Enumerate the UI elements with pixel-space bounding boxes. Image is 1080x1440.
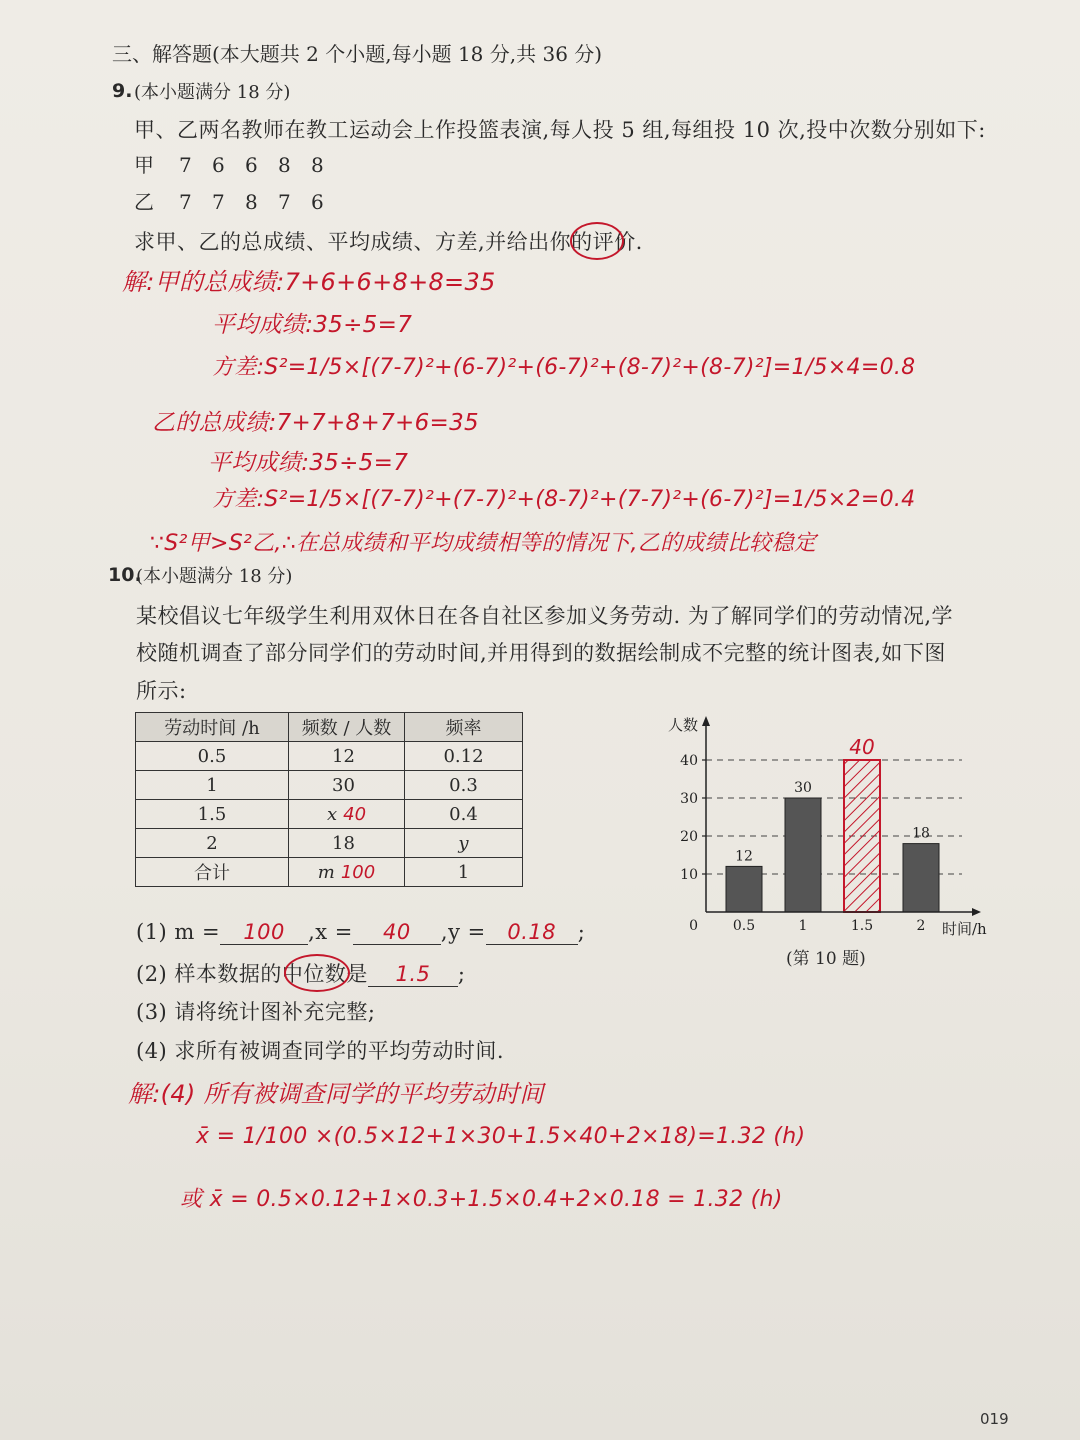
table-row bbox=[136, 829, 523, 858]
x-axis-arrow bbox=[972, 908, 981, 916]
q10-sub3: (3) 请将统计图补充完整; bbox=[136, 1000, 376, 1024]
y-tick-label: 20 bbox=[680, 829, 698, 845]
bar-chart bbox=[660, 710, 1000, 945]
table-cell: 0.12 bbox=[405, 742, 523, 771]
table-header-row bbox=[136, 713, 523, 742]
table-cell: 30 bbox=[289, 771, 405, 800]
q9-question: 求甲、乙的总成绩、平均成绩、方差,并给出你的评价. bbox=[134, 230, 643, 254]
table-row bbox=[136, 858, 523, 887]
q9-number: 9. bbox=[112, 80, 133, 102]
x-tick-label: 0.5 bbox=[732, 918, 756, 934]
section-header: 三、解答题(本大题共 2 个小题,每小题 18 分,共 36 分) bbox=[112, 42, 603, 66]
x-axis-label: 时间/h bbox=[942, 920, 987, 938]
q10-sub2: (2) 样本数据的中位数是 1.5 ; bbox=[136, 962, 466, 986]
y-tick-label: 30 bbox=[680, 791, 698, 807]
data-label: 30 bbox=[794, 780, 812, 796]
y-tick-label: 10 bbox=[680, 867, 698, 883]
q9-row-jia: 甲 7 6 6 8 8 bbox=[134, 149, 344, 178]
table-cell: 18 bbox=[289, 829, 405, 858]
q10-stem: 某校倡议七年级学生利用双休日在各自社区参加义务劳动. 为了解同学们的劳动情况,学 bbox=[136, 604, 954, 628]
table-cell: m 100 bbox=[289, 858, 405, 887]
q9-row-yi: 乙 7 7 8 7 6 bbox=[134, 186, 344, 215]
chart-caption: (第 10 题) bbox=[786, 949, 866, 969]
q9-hand-line: 解:甲的总成绩:7+6+6+8+8=35 bbox=[122, 268, 496, 296]
q10-hand-line: 解:(4) 所有被调查同学的平均劳动时间 bbox=[128, 1080, 544, 1108]
table-header: 频率 bbox=[405, 713, 523, 742]
y-tick-label: 40 bbox=[680, 753, 698, 769]
bar bbox=[903, 844, 939, 912]
q10-stem: 校随机调查了部分同学们的劳动时间,并用得到的数据绘制成不完整的统计图表,如下图 bbox=[136, 641, 946, 665]
row-label: 甲 bbox=[134, 153, 155, 177]
origin-label: 0 bbox=[689, 918, 698, 934]
q10-score: (本小题满分 18 分) bbox=[136, 566, 293, 587]
table-cell: 0.4 bbox=[405, 800, 523, 829]
table-row bbox=[136, 742, 523, 771]
frequency-table bbox=[135, 712, 523, 887]
table-cell: 0.3 bbox=[405, 771, 523, 800]
table-cell: x 40 bbox=[289, 800, 405, 829]
table-cell: 12 bbox=[289, 742, 405, 771]
table-cell: 1 bbox=[405, 858, 523, 887]
bar bbox=[726, 866, 762, 912]
q10-sub4: (4) 求所有被调查同学的平均劳动时间. bbox=[136, 1039, 505, 1063]
bar bbox=[844, 760, 880, 912]
q10-hand-line: 或 x̄ = 0.5×0.12+1×0.3+1.5×0.4+2×0.18 = 1.32 (h) bbox=[180, 1187, 783, 1212]
q9-score: (本小题满分 18 分) bbox=[134, 82, 291, 103]
q9-hand-line: 乙的总成绩:7+7+8+7+6=35 bbox=[152, 410, 479, 436]
x-tick-label: 1 bbox=[798, 918, 808, 934]
q9-hand-line: 方差:S²=1/5×[(7-7)²+(7-7)²+(8-7)²+(7-7)²+(6-7)²]=1/5×2=0.4 bbox=[212, 487, 916, 512]
q9-hand-line: ∵S²甲>S²乙,∴在总成绩和平均成绩相等的情况下,乙的成绩比较稳定 bbox=[150, 531, 817, 556]
table-cell: 2 bbox=[136, 829, 289, 858]
table-cell: y bbox=[405, 829, 523, 858]
q10-stem: 所示: bbox=[136, 679, 187, 703]
q9-stem: 甲、乙两名教师在教工运动会上作投篮表演,每人投 5 组,每组投 10 次,投中次数分别如下: bbox=[134, 118, 986, 142]
q10-number: 10. bbox=[108, 564, 142, 586]
y-axis-label: 人数 bbox=[667, 716, 698, 734]
circle-mark bbox=[570, 222, 624, 260]
table-cell: 0.5 bbox=[136, 742, 289, 771]
page-number: 019 bbox=[980, 1410, 1009, 1428]
table-row bbox=[136, 800, 523, 829]
table-row bbox=[136, 771, 523, 800]
table-cell: 合计 bbox=[136, 858, 289, 887]
q9-hand-line: 平均成绩:35÷5=7 bbox=[212, 312, 413, 338]
data-label: 12 bbox=[735, 848, 753, 865]
y-axis-arrow bbox=[702, 716, 710, 726]
table-header: 劳动时间 /h bbox=[136, 713, 289, 742]
x-tick-label: 1.5 bbox=[850, 918, 874, 934]
x-tick-label: 2 bbox=[916, 918, 926, 934]
data-label: 18 bbox=[912, 825, 930, 842]
table-cell: 1.5 bbox=[136, 800, 289, 829]
bar bbox=[785, 798, 821, 912]
circle-mark bbox=[284, 954, 350, 992]
q10-sub1: (1) m = 100 ,x = 40 ,y = 0.18 ; bbox=[136, 920, 586, 944]
q9-hand-line: 方差:S²=1/5×[(7-7)²+(6-7)²+(6-7)²+(8-7)²+(8-7)²]=1/5×4=0.8 bbox=[212, 355, 916, 380]
q10-hand-line: x̄ = 1/100 ×(0.5×12+1×30+1.5×40+2×18)=1.32 (h) bbox=[196, 1124, 806, 1149]
table-cell: 1 bbox=[136, 771, 289, 800]
row-label: 乙 bbox=[134, 190, 155, 214]
table-header: 频数 / 人数 bbox=[289, 713, 405, 742]
handwritten-data-label: 40 bbox=[849, 735, 875, 759]
q9-hand-line: 平均成绩:35÷5=7 bbox=[208, 450, 409, 476]
